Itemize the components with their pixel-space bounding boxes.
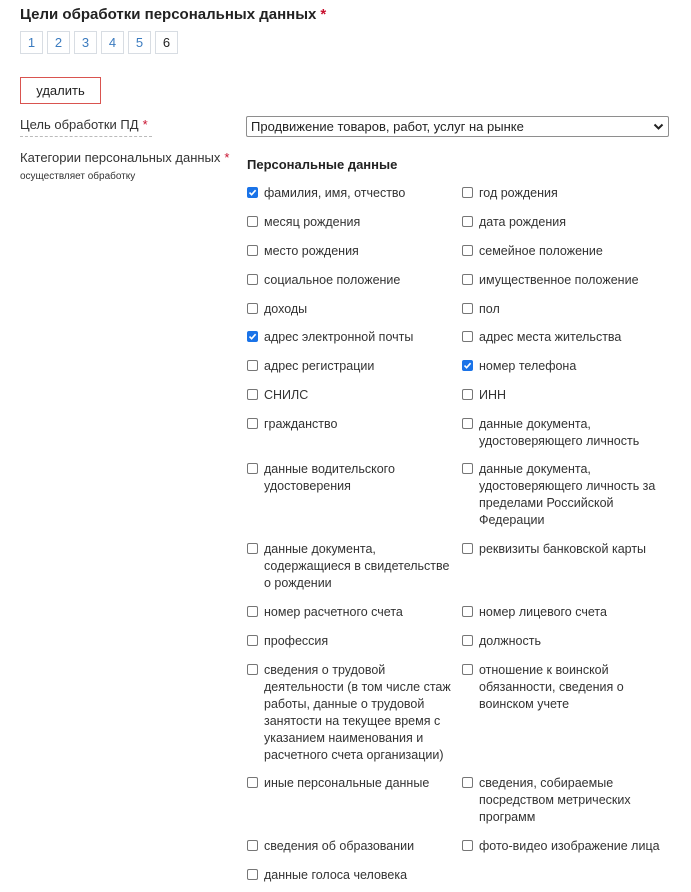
checkbox[interactable]: [462, 303, 473, 314]
checkbox[interactable]: [247, 777, 258, 788]
checkbox[interactable]: [462, 187, 473, 198]
checkmark-icon: [248, 332, 257, 341]
category-option-label: должность: [479, 634, 541, 648]
checkbox[interactable]: [247, 664, 258, 675]
required-mark: *: [142, 117, 148, 132]
checkbox[interactable]: [247, 216, 258, 227]
category-option-label: реквизиты банковской карты: [479, 542, 647, 556]
checkbox[interactable]: [462, 389, 473, 400]
category-option-label: номер лицевого счета: [479, 605, 607, 619]
checkbox[interactable]: [247, 418, 258, 429]
checkbox-checked[interactable]: [247, 187, 258, 198]
checkbox[interactable]: [462, 543, 473, 554]
category-option-label: данные голоса человека: [264, 868, 408, 882]
category-option-label: СНИЛС: [264, 388, 309, 402]
category-option-label: данные документа, удостоверяющего личность за пределами Российской Федерации: [479, 462, 656, 527]
category-option-label: год рождения: [479, 186, 558, 200]
checkbox[interactable]: [247, 274, 258, 285]
checkbox[interactable]: [247, 245, 258, 256]
category-option-label: фамилия, имя, отчество: [264, 186, 406, 200]
checkbox[interactable]: [462, 245, 473, 256]
delete-button[interactable]: удалить: [20, 77, 101, 104]
category-option-label: данные документа, содержащиеся в свидетельстве о рождении: [264, 542, 450, 590]
checkbox[interactable]: [247, 360, 258, 371]
category-option-label: номер расчетного счета: [264, 605, 403, 619]
checkbox[interactable]: [247, 389, 258, 400]
page-button-3[interactable]: 3: [74, 31, 97, 54]
checkbox[interactable]: [247, 635, 258, 646]
chevron-down-icon: [653, 121, 664, 132]
checkbox-checked[interactable]: [462, 360, 473, 371]
checkbox[interactable]: [247, 543, 258, 554]
category-option-label: место рождения: [264, 244, 359, 258]
checkbox[interactable]: [462, 840, 473, 851]
page-button-6-current[interactable]: 6: [155, 31, 178, 54]
category-option-label: имущественное положение: [479, 273, 639, 287]
checkbox[interactable]: [462, 463, 473, 474]
category-option-label: профессия: [264, 634, 329, 648]
checkbox[interactable]: [462, 777, 473, 788]
checkbox[interactable]: [247, 869, 258, 880]
purpose-select[interactable]: [246, 116, 669, 137]
checkbox[interactable]: [462, 274, 473, 285]
checkbox[interactable]: [462, 635, 473, 646]
page-title: [20, 6, 326, 23]
categories-sub-label: осуществляет обработку: [20, 171, 136, 182]
required-mark: *: [320, 6, 327, 23]
purpose-label: [20, 117, 148, 132]
page-button-1[interactable]: 1: [20, 31, 43, 54]
checkbox[interactable]: [247, 840, 258, 851]
categories-label-text: Категории персональных данных: [20, 150, 221, 165]
checkbox[interactable]: [247, 606, 258, 617]
page-button-2[interactable]: 2: [47, 31, 70, 54]
checkmark-icon: [248, 188, 257, 197]
checkbox[interactable]: [247, 463, 258, 474]
categories-label: [20, 150, 229, 165]
pagination: [20, 31, 182, 54]
checkbox[interactable]: [462, 664, 473, 675]
category-option-label: номер телефона: [479, 359, 577, 373]
category-option-label: сведения об образовании: [264, 839, 415, 853]
category-option-label: адрес регистрации: [264, 359, 375, 373]
checkbox[interactable]: [462, 216, 473, 227]
category-option-label: социальное положение: [264, 273, 401, 287]
purpose-label-text: Цель обработки ПД: [20, 117, 139, 132]
category-option-label: доходы: [264, 302, 308, 316]
category-option-label: сведения о трудовой деятельности (в том числе стаж работы, данные о трудовой занятости на текущее время с указанием наименования и расчетного счета организации): [264, 663, 451, 762]
category-option-label: адрес электронной почты: [264, 330, 414, 344]
category-option-label: данные документа, удостоверяющего личность: [479, 417, 640, 448]
checkbox[interactable]: [462, 418, 473, 429]
group-title: Персональные данные: [247, 157, 398, 172]
checkbox[interactable]: [462, 331, 473, 342]
checkbox[interactable]: [247, 303, 258, 314]
category-option-label: семейное положение: [479, 244, 603, 258]
checkbox[interactable]: [462, 606, 473, 617]
purpose-select-value: Продвижение товаров, работ, услуг на рынке: [251, 119, 524, 134]
category-option-label: адрес места жительства: [479, 330, 622, 344]
category-option-label: сведения, собираемые посредством метрических программ: [479, 776, 631, 824]
category-option-label: отношение к воинской обязанности, сведения о воинском учете: [479, 663, 624, 711]
checkbox-checked[interactable]: [247, 331, 258, 342]
page-title-text: Цели обработки персональных данных: [20, 6, 317, 23]
category-option-label: дата рождения: [479, 215, 567, 229]
category-option-label: гражданство: [264, 417, 338, 431]
category-option-label: фото-видео изображение лица: [479, 839, 660, 853]
category-option-label: данные водительского удостоверения: [264, 462, 395, 493]
required-mark: *: [224, 150, 230, 165]
category-option-label: ИНН: [479, 388, 507, 402]
category-option-label: пол: [479, 302, 500, 316]
page-button-4[interactable]: 4: [101, 31, 124, 54]
checkmark-icon: [463, 361, 472, 370]
page-button-5[interactable]: 5: [128, 31, 151, 54]
category-option-label: иные персональные данные: [264, 776, 430, 790]
category-option-label: месяц рождения: [264, 215, 361, 229]
